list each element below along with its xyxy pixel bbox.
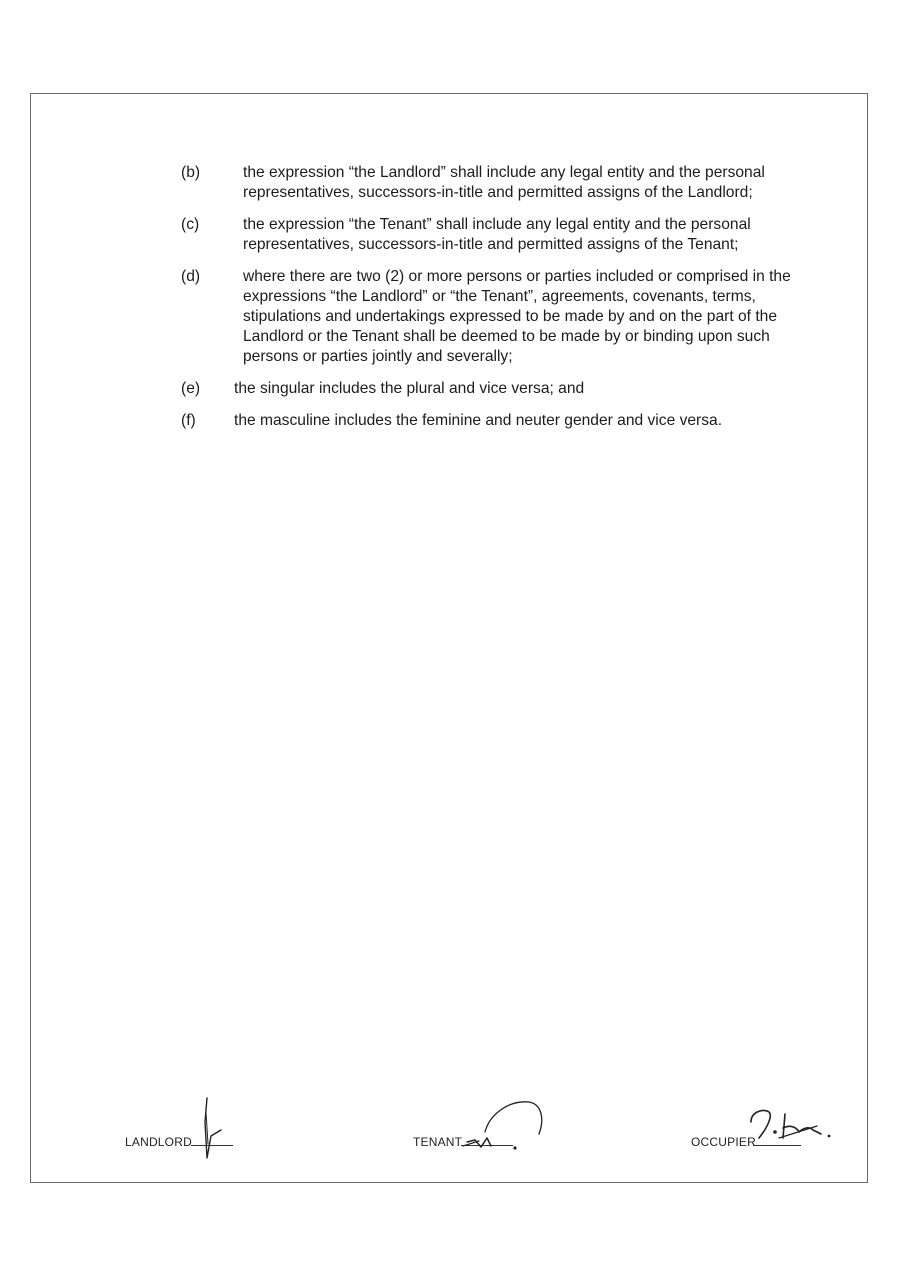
clause-text: the masculine includes the feminine and neuter gender and vice versa. bbox=[234, 412, 723, 429]
clause-list bbox=[181, 163, 811, 443]
clause-marker: (e) bbox=[181, 380, 201, 397]
occupier-signature-block bbox=[691, 1090, 841, 1160]
occupier-label: OCCUPIER bbox=[691, 1135, 756, 1149]
clause-text: where there are two (2) or more persons or parties included or comprised in the expressions “the Landlord” or “the Tenant”, agreements, covenants, terms, stipulations and undertakings expressed to be made by and on the part of the Landlord or the Tenant shall be deemed to be made by or binding upon such persons or parties jointly and severally; bbox=[243, 268, 791, 365]
clause-c bbox=[181, 215, 811, 255]
tenant-label: TENANT bbox=[413, 1135, 463, 1149]
clause-b bbox=[181, 163, 811, 203]
tenant-signature-block bbox=[413, 1090, 553, 1160]
clause-marker: (c) bbox=[181, 216, 200, 233]
landlord-label: LANDLORD bbox=[125, 1135, 192, 1149]
clause-d bbox=[181, 267, 811, 367]
tenant-signature-mark bbox=[461, 1092, 551, 1160]
landlord-signature-mark bbox=[195, 1092, 235, 1160]
clause-marker: (d) bbox=[181, 268, 201, 285]
clause-marker: (b) bbox=[181, 164, 201, 181]
clause-marker: (f) bbox=[181, 412, 196, 429]
clause-f bbox=[181, 411, 811, 431]
clause-text: the expression “the Tenant” shall include any legal entity and the personal representatives, successors-in-title and permitted assigns of the Tenant; bbox=[243, 216, 751, 253]
clause-text: the singular includes the plural and vice versa; and bbox=[234, 380, 585, 397]
landlord-signature-block bbox=[125, 1090, 245, 1160]
clause-e bbox=[181, 379, 811, 399]
clause-text: the expression “the Landlord” shall include any legal entity and the personal representatives, successors-in-title and permitted assigns of the Landlord; bbox=[243, 164, 765, 201]
occupier-signature-mark bbox=[747, 1098, 839, 1160]
